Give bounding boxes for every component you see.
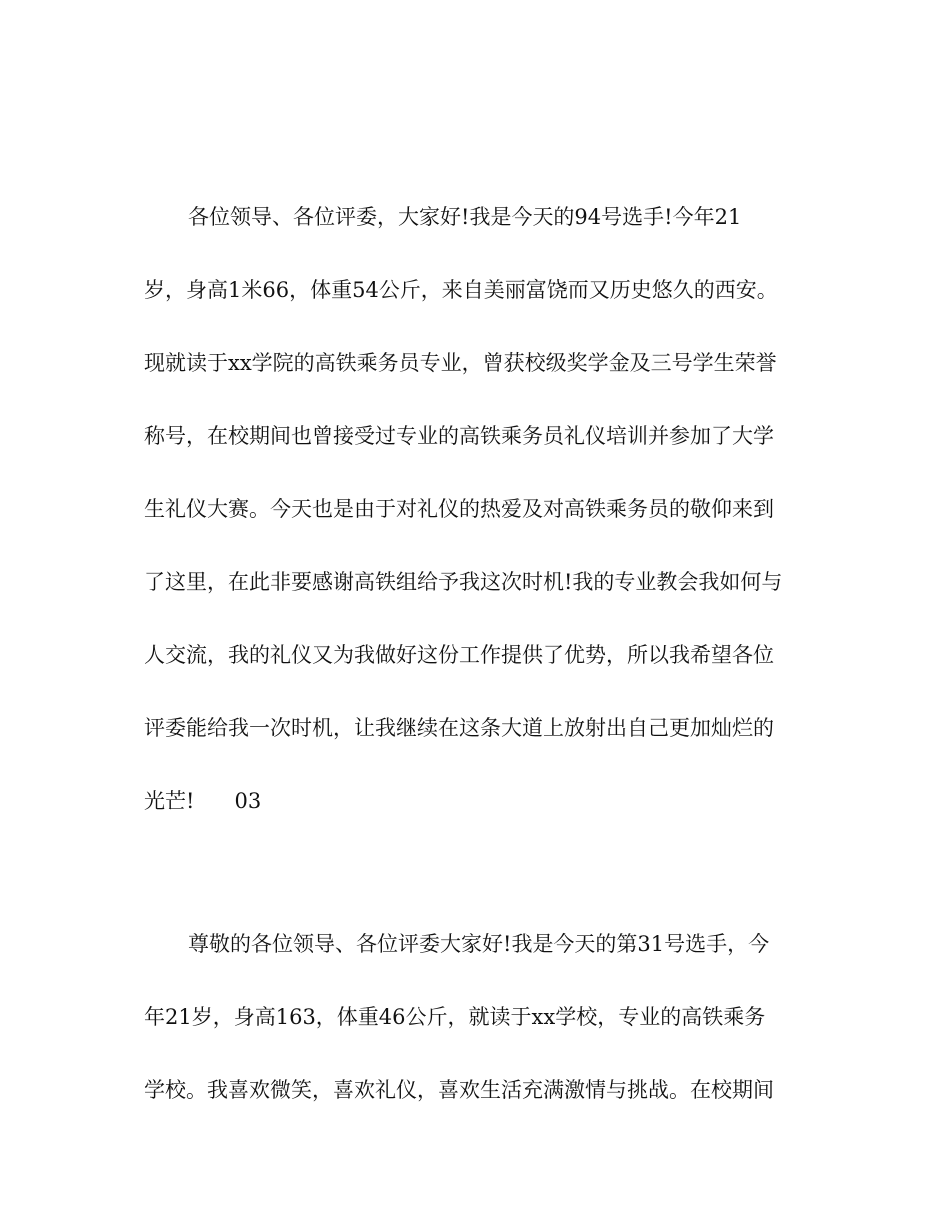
paragraph-1-line-2: 岁，身高1米66，体重54公斤，来自美丽富饶而又历史悠久的西安。 bbox=[144, 278, 778, 302]
paragraph-1-line-3: 现就读于xx学院的高铁乘务员专业，曾获校级奖学金及三号学生荣誉 bbox=[144, 351, 777, 375]
paragraph-1-line-5: 生礼仪大赛。今天也是由于对礼仪的热爱及对高铁乘务员的敬仰来到 bbox=[144, 497, 774, 521]
paragraph-2-line-3: 学校。我喜欢微笑，喜欢礼仪，喜欢生活充满激情与挑战。在校期间 bbox=[144, 1078, 774, 1102]
paragraph-1-line-8: 评委能给我一次时机，让我继续在这条大道上放射出自己更加灿烂的 bbox=[144, 716, 774, 740]
paragraph-1-line-7: 人交流，我的礼仪又为我做好这份工作提供了优势，所以我希望各位 bbox=[144, 643, 774, 667]
paragraph-1-line-9 bbox=[144, 789, 261, 813]
paragraph-1-line-1: 各位领导、各位评委，大家好!我是今天的94号选手!今年21 bbox=[188, 205, 742, 229]
paragraph-2-line-2: 年21岁，身高163，体重46公斤，就读于xx学校，专业的高铁乘务 bbox=[144, 1005, 766, 1029]
paragraph-1-line-9-text: 光芒! bbox=[144, 789, 195, 813]
paragraph-1-line-4: 称号，在校期间也曾接受过专业的高铁乘务员礼仪培训并参加了大学 bbox=[144, 424, 774, 448]
paragraph-1-line-6: 了这里，在此非要感谢高铁组给予我这次时机!我的专业教会我如何与 bbox=[144, 570, 783, 594]
page-mark: 03 bbox=[234, 789, 262, 813]
paragraph-2-line-1: 尊敬的各位领导、各位评委大家好!我是今天的第31号选手，今 bbox=[188, 932, 770, 956]
